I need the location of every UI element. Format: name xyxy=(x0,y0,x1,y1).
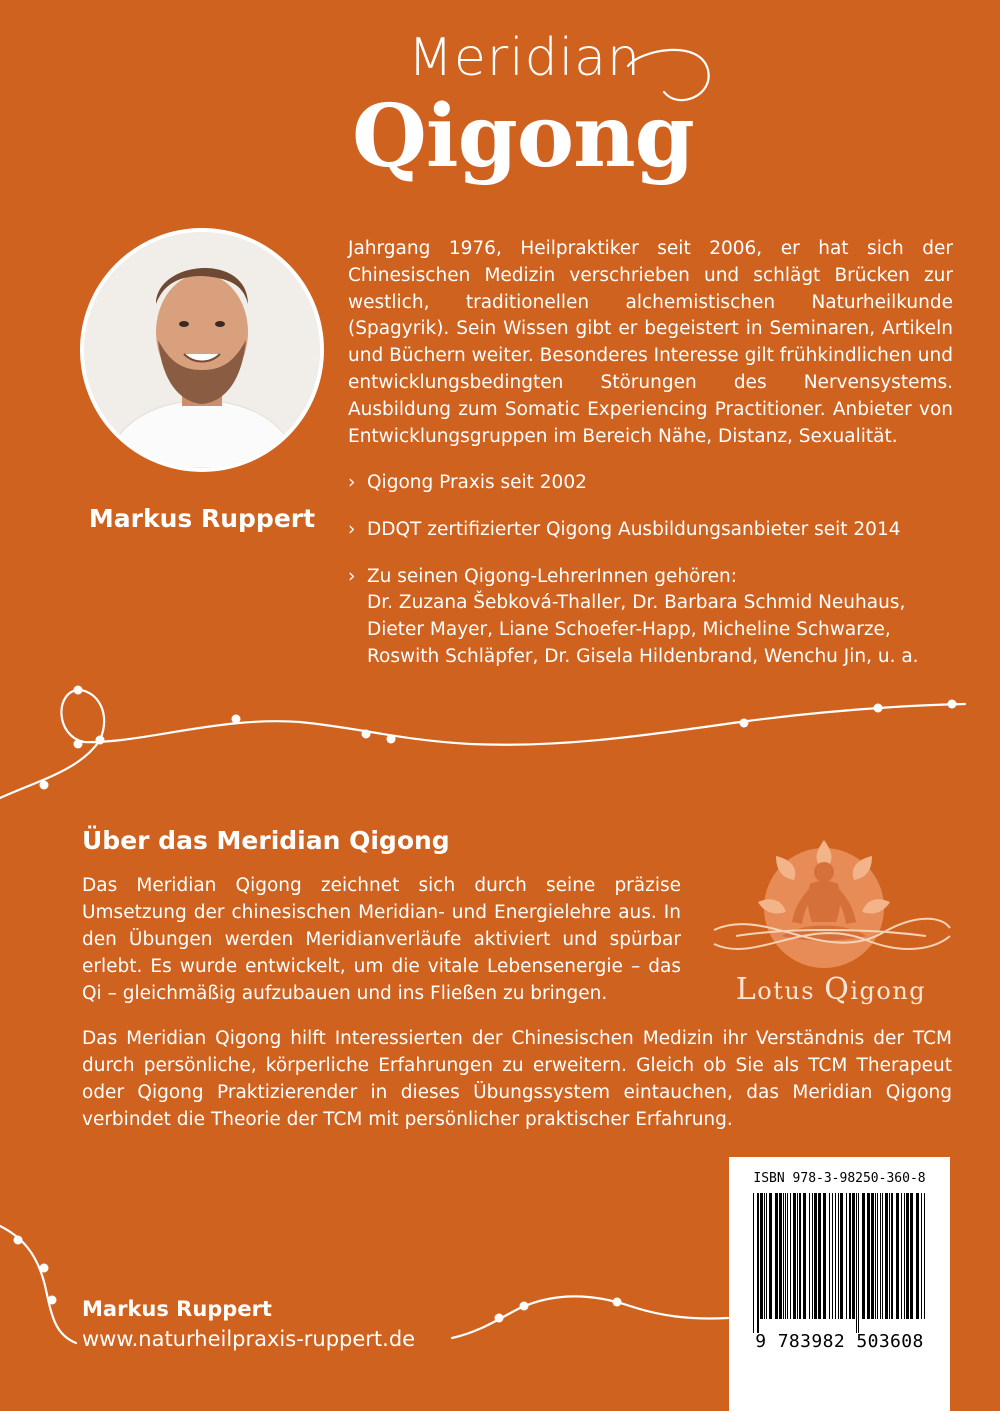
barcode-bar xyxy=(856,1193,857,1333)
bullet-marker: › xyxy=(348,565,356,587)
barcode-bar xyxy=(880,1193,881,1319)
barcode-bar xyxy=(783,1193,784,1319)
barcode-bar xyxy=(849,1193,851,1319)
barcode-bar xyxy=(840,1193,843,1319)
barcode-bar xyxy=(764,1193,765,1319)
bullet-item xyxy=(348,517,958,544)
barcode-bar xyxy=(852,1193,855,1319)
barcode-bar xyxy=(875,1193,876,1319)
about-paragraph-1: Das Meridian Qigong zeichnet sich durch seine präzise Umsetzung der chinesischen Meridian- und Energielehre aus. In den Übungen werden Meridianverläufe aktiviert und spürbar erlebt. Es wurde entwickelt, um die vitale Lebensenergie – das Qi – gleichmäßig aufzubauen und ins Fließen zu bringen. xyxy=(82,875,681,1004)
bullet-marker: › xyxy=(348,518,356,540)
barcode-bar xyxy=(766,1193,767,1319)
isbn-barcode xyxy=(729,1157,950,1411)
barcode-bar xyxy=(846,1193,847,1319)
barcode-bar xyxy=(779,1193,782,1319)
barcode-bar xyxy=(753,1193,754,1333)
barcode-bar xyxy=(924,1193,925,1319)
title-line-meridian: Meridian xyxy=(408,28,641,88)
isbn-label: ISBN 978-3-98250-360-8 xyxy=(753,1171,926,1186)
barcode-bar xyxy=(818,1193,821,1319)
barcode-bar xyxy=(812,1193,813,1319)
bullet-marker: › xyxy=(348,472,356,493)
author-name: Markus Ruppert xyxy=(88,504,316,533)
barcode-bar xyxy=(832,1193,833,1319)
author-bullets xyxy=(348,470,958,691)
lotus-qigong-logo xyxy=(706,836,956,1012)
barcode-bar xyxy=(787,1193,788,1319)
teachers-line: Roswith Schläpfer, Dr. Gisela Hildenbrand, Wenchu Jin, u. a. xyxy=(367,645,919,667)
barcode-bar xyxy=(814,1193,817,1319)
barcode-bar xyxy=(916,1193,919,1319)
barcode-bar xyxy=(785,1193,786,1319)
lotus-qigong-logo-text: Lotus Qigong xyxy=(735,972,927,1007)
teachers-line: Dr. Zuzana Šebková-Thaller, Dr. Barbara Schmid Neuhaus, xyxy=(367,592,906,614)
barcode-bar xyxy=(799,1193,801,1319)
title-line-qigong: Qigong xyxy=(352,86,694,187)
about-paragraph-2: Das Meridian Qigong hilft Interessierten der Chinesischen Medizin ihr Verständnis der TCM durch persönliche, körperliche Erfahrungen zu erweitern. Gleich ob Sie als TCM Therapeut oder Qigong Praktizierender in dieses Übungssystem eintauchen, das Meridian Qigong verbindet die Theorie der TCM mit persönlicher praktischer Erfahrung. xyxy=(82,1028,952,1130)
author-bio: Jahrgang 1976, Heilpraktiker seit 2006, er hat sich der Chinesischen Medizin verschrieben und schlägt Brücken zur westlich, traditionellen alchemistischen Naturheilkunde (Spagyrik). Sein Wissen gibt er begeistert in Seminaren, Artikeln und Büchern weiter. Besonderes Interesse gilt frühkindlichen und entwicklungsbedingten Störungen des Nervensystems. Ausbildung zum Somatic Experiencing Practitioner. Anbieter von Entwicklungsgruppen im Bereich Nähe, Distanz, Sexualität. xyxy=(348,238,953,447)
barcode-bar xyxy=(910,1193,913,1319)
cover-title xyxy=(0,0,1000,200)
barcode-bar xyxy=(769,1193,772,1319)
barcode-bar xyxy=(835,1193,836,1319)
bullet-item xyxy=(348,470,958,497)
lotus-icon xyxy=(706,836,956,976)
barcode-bar xyxy=(760,1193,763,1319)
author-photo-illustration xyxy=(84,232,320,468)
barcode-bar xyxy=(921,1193,922,1319)
teachers-line: Dieter Mayer, Liane Schoefer-Happ, Micheline Schwarze, xyxy=(367,619,891,641)
barcode-bar xyxy=(757,1193,759,1333)
barcode-bar xyxy=(891,1193,893,1319)
barcode-bar xyxy=(793,1193,796,1319)
barcode-bar xyxy=(862,1193,865,1319)
barcode-bar xyxy=(901,1193,902,1319)
barcode-bar xyxy=(858,1193,859,1333)
barcode-bar xyxy=(829,1193,830,1319)
barcode-bar xyxy=(871,1193,874,1319)
barcode-bar xyxy=(790,1193,791,1319)
barcode-bars xyxy=(753,1193,927,1333)
bullet-item-teachers xyxy=(348,564,958,671)
barcode-bar xyxy=(906,1193,909,1319)
barcode-bar xyxy=(823,1193,826,1319)
barcode-bar xyxy=(809,1193,810,1319)
footer-website-link[interactable]: www.naturheilpraxis-ruppert.de xyxy=(82,1327,416,1351)
barcode-bar xyxy=(896,1193,899,1319)
barcode-bar xyxy=(882,1193,883,1319)
footer-author-name: Markus Ruppert xyxy=(82,1297,272,1321)
barcode-bar xyxy=(838,1193,839,1319)
about-heading: Über das Meridian Qigong xyxy=(82,826,450,855)
barcode-bar xyxy=(797,1193,798,1319)
bullet-text: Qigong Praxis seit 2002 xyxy=(367,472,587,493)
teachers-intro: Zu seinen Qigong-LehrerInnen gehören: xyxy=(367,565,737,587)
barcode-bar xyxy=(889,1193,890,1319)
barcode-bar xyxy=(867,1193,870,1319)
bullet-text: DDQT zertifizierter Qigong Ausbildungsanbieter seit 2014 xyxy=(367,518,901,540)
barcode-bar xyxy=(775,1193,778,1319)
barcode-bar xyxy=(803,1193,806,1319)
barcode-bar xyxy=(904,1193,905,1319)
barcode-bar xyxy=(877,1193,878,1319)
barcode-bar xyxy=(885,1193,888,1319)
author-portrait xyxy=(80,228,324,472)
barcode-digits: 9 783982 503608 xyxy=(755,1331,924,1352)
